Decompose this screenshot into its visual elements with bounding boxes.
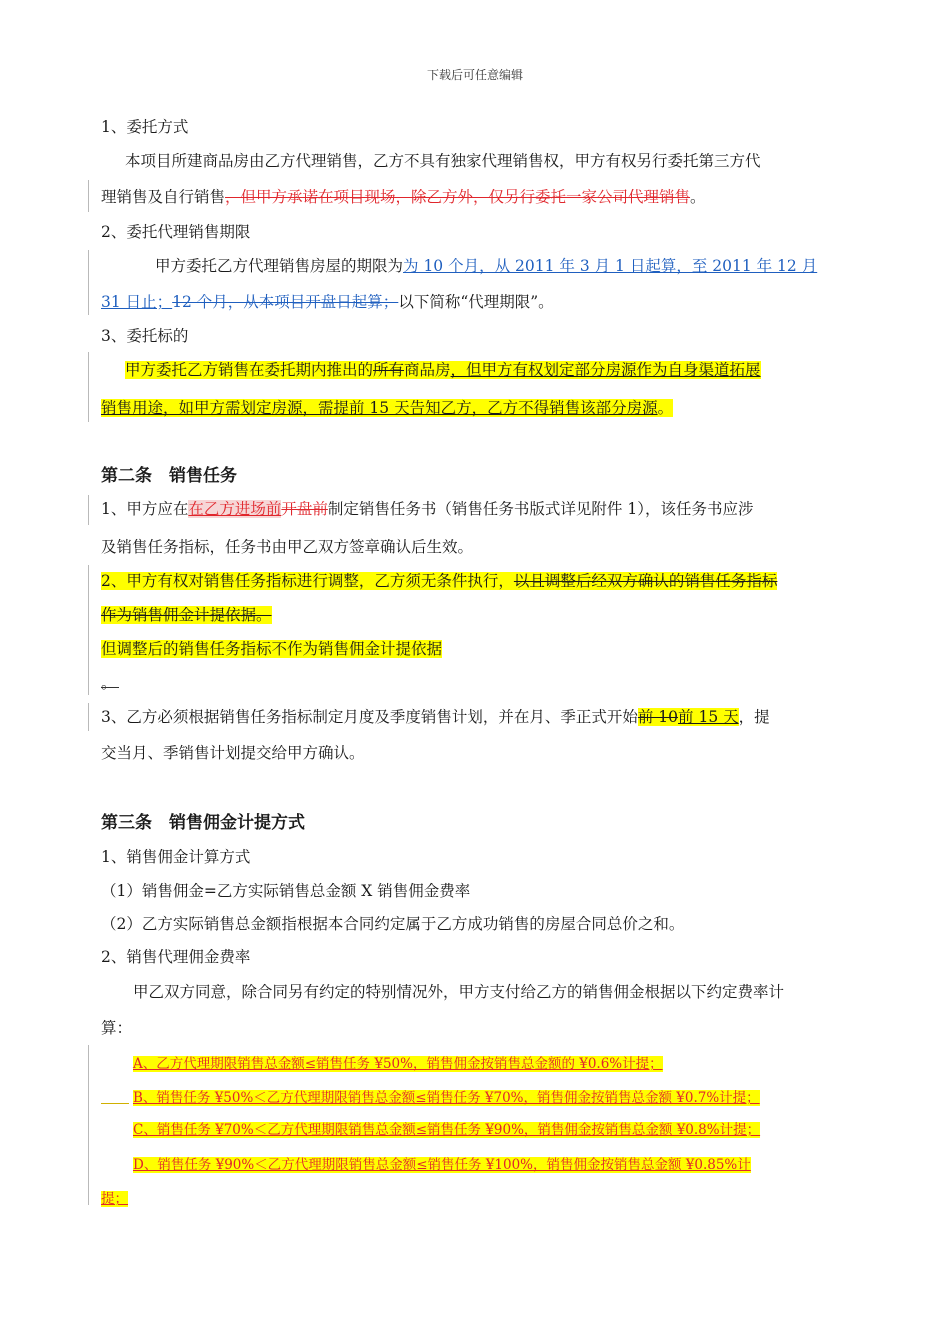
inserted-text: D、销售任务 ¥90%＜乙方代理期限销售总金额≤销售任务 ¥100%，销售佣金按销售总金额 ¥0.85%计 — [133, 1157, 751, 1173]
article-title: 第三条 销售佣金计提方式 — [101, 813, 305, 833]
paragraph-line — [101, 671, 117, 693]
paragraph-line — [155, 254, 817, 276]
paragraph-line: （2）乙方实际销售总金额指根据本合同约定属于乙方成功销售的房屋合同总价之和。 — [101, 915, 685, 933]
article-title: 第二条 销售任务 — [101, 466, 237, 486]
deleted-text: 前 10 — [637, 708, 679, 726]
inserted-text: 前 15 天 — [678, 708, 739, 726]
paragraph-line: 甲乙双方同意，除合同另有约定的特别情况外，甲方支付给乙方的销售佣金根据以下约定费率计 — [133, 983, 785, 1001]
paragraph-line — [101, 185, 706, 207]
highlighted-text: 商品房 — [404, 361, 451, 379]
paragraph-line — [101, 603, 272, 625]
paragraph-line — [125, 358, 761, 380]
rate-item-a — [133, 1052, 663, 1072]
highlighted-text: 。 — [657, 399, 674, 417]
revision-mark — [101, 687, 119, 688]
paragraph-line — [101, 497, 753, 519]
text-run: 以下简称“代理期限”。 — [398, 293, 554, 311]
text-run: ，提 — [738, 708, 770, 726]
change-bar — [88, 565, 89, 695]
change-bar — [88, 250, 89, 315]
page-header: 下载后可任意编辑 — [426, 68, 523, 82]
paragraph-line: 本项目所建商品房由乙方代理销售，乙方不具有独家代理销售权，甲方有权另行委托第三方代 — [125, 152, 761, 170]
inserted-text: A、乙方代理期限销售总金额≤销售任务 ¥50%，销售佣金按销售总金额的 ¥0.6%计提； — [133, 1056, 663, 1072]
rate-item-c — [133, 1118, 760, 1138]
deleted-text: 作为销售佣金计提依据。 — [101, 606, 272, 624]
text-run: 1、甲方应在 — [101, 500, 189, 518]
paragraph-line — [101, 396, 673, 418]
highlighted-text: 但调整后的销售任务指标不作为销售佣金计提依据 — [101, 640, 443, 658]
rate-item-d — [133, 1153, 751, 1173]
deleted-text: ，但甲方承诺在项目现场，除乙方外，仅另行委托一家公司代理销售 — [225, 188, 691, 206]
paragraph-line: 算： — [101, 1019, 133, 1037]
inserted-text: C、销售任务 ¥70%＜乙方代理期限销售总金额≤销售任务 ¥90%，销售佣金按销售总金额 ¥0.8%计提； — [133, 1122, 761, 1138]
deleted-text: 12 个月，从本项目开盘日起算； — [172, 293, 399, 311]
change-bar — [88, 495, 89, 525]
inserted-text: B、销售任务 ¥50%＜乙方代理期限销售总金额≤销售任务 ¥70%，销售佣金按销售总金额 ¥0.7%计提； — [133, 1090, 760, 1106]
item-heading: 1、委托方式 — [101, 118, 189, 136]
deleted-text: 开盘前 — [281, 500, 328, 518]
item-heading: 2、销售代理佣金费率 — [101, 948, 251, 966]
highlighted-text: 2、甲方有权对销售任务指标进行调整，乙方须无条件执行， — [101, 572, 514, 590]
paragraph-line: 交当月、季销售计划提交给甲方确认。 — [101, 744, 365, 762]
inserted-text: ，但甲方有权划定部分房源作为自身渠道拓展 — [450, 361, 761, 379]
deleted-text: 以且调整后经双方确认的销售任务指标 — [513, 572, 778, 590]
inserted-text: 销售用途，如甲方需划定房源，需提前 15 天告知乙方，乙方不得销售该部分房源 — [101, 399, 658, 417]
paragraph-line — [101, 637, 442, 659]
change-bar — [88, 180, 89, 212]
paragraph-line — [101, 569, 777, 591]
text-run: 3、乙方必须根据销售任务指标制定月度及季度销售计划，并在月、季正式开始 — [101, 708, 638, 726]
revision-mark — [101, 1103, 129, 1104]
text-run: 理销售及自行销售 — [101, 188, 226, 206]
text-run: 。 — [690, 188, 706, 206]
paragraph-line: （1）销售佣金=乙方实际销售总金额 X 销售佣金费率 — [101, 882, 471, 900]
paragraph-line — [101, 290, 554, 312]
inserted-text: 在乙方进场前 — [188, 500, 282, 518]
item-heading: 2、委托代理销售期限 — [101, 223, 251, 241]
paragraph-line — [101, 705, 770, 727]
deleted-text: 所有 — [373, 361, 405, 379]
text-run: 甲方委托乙方代理销售房屋的期限为 — [155, 257, 404, 275]
item-heading: 3、委托标的 — [101, 327, 189, 345]
item-heading: 1、销售佣金计算方式 — [101, 848, 251, 866]
rate-item-d-cont — [101, 1187, 128, 1207]
highlighted-text: 甲方委托乙方销售在委托期内推出的 — [125, 361, 374, 379]
inserted-text: 31 日止； — [101, 293, 173, 311]
rate-item-b — [133, 1086, 760, 1106]
text-run: 制定销售任务书（销售任务书版式详见附件 1），该任务书应涉 — [327, 500, 754, 518]
text-run: 。 — [101, 674, 117, 692]
change-bar — [88, 1045, 89, 1205]
inserted-text: 为 10 个月，从 2011 年 3 月 1 日起算，至 2011 年 12 月 — [403, 257, 818, 275]
inserted-text: 提； — [101, 1191, 128, 1207]
paragraph-line: 及销售任务指标，任务书由甲乙双方签章确认后生效。 — [101, 538, 474, 556]
change-bar — [88, 352, 89, 422]
change-bar — [88, 703, 89, 731]
